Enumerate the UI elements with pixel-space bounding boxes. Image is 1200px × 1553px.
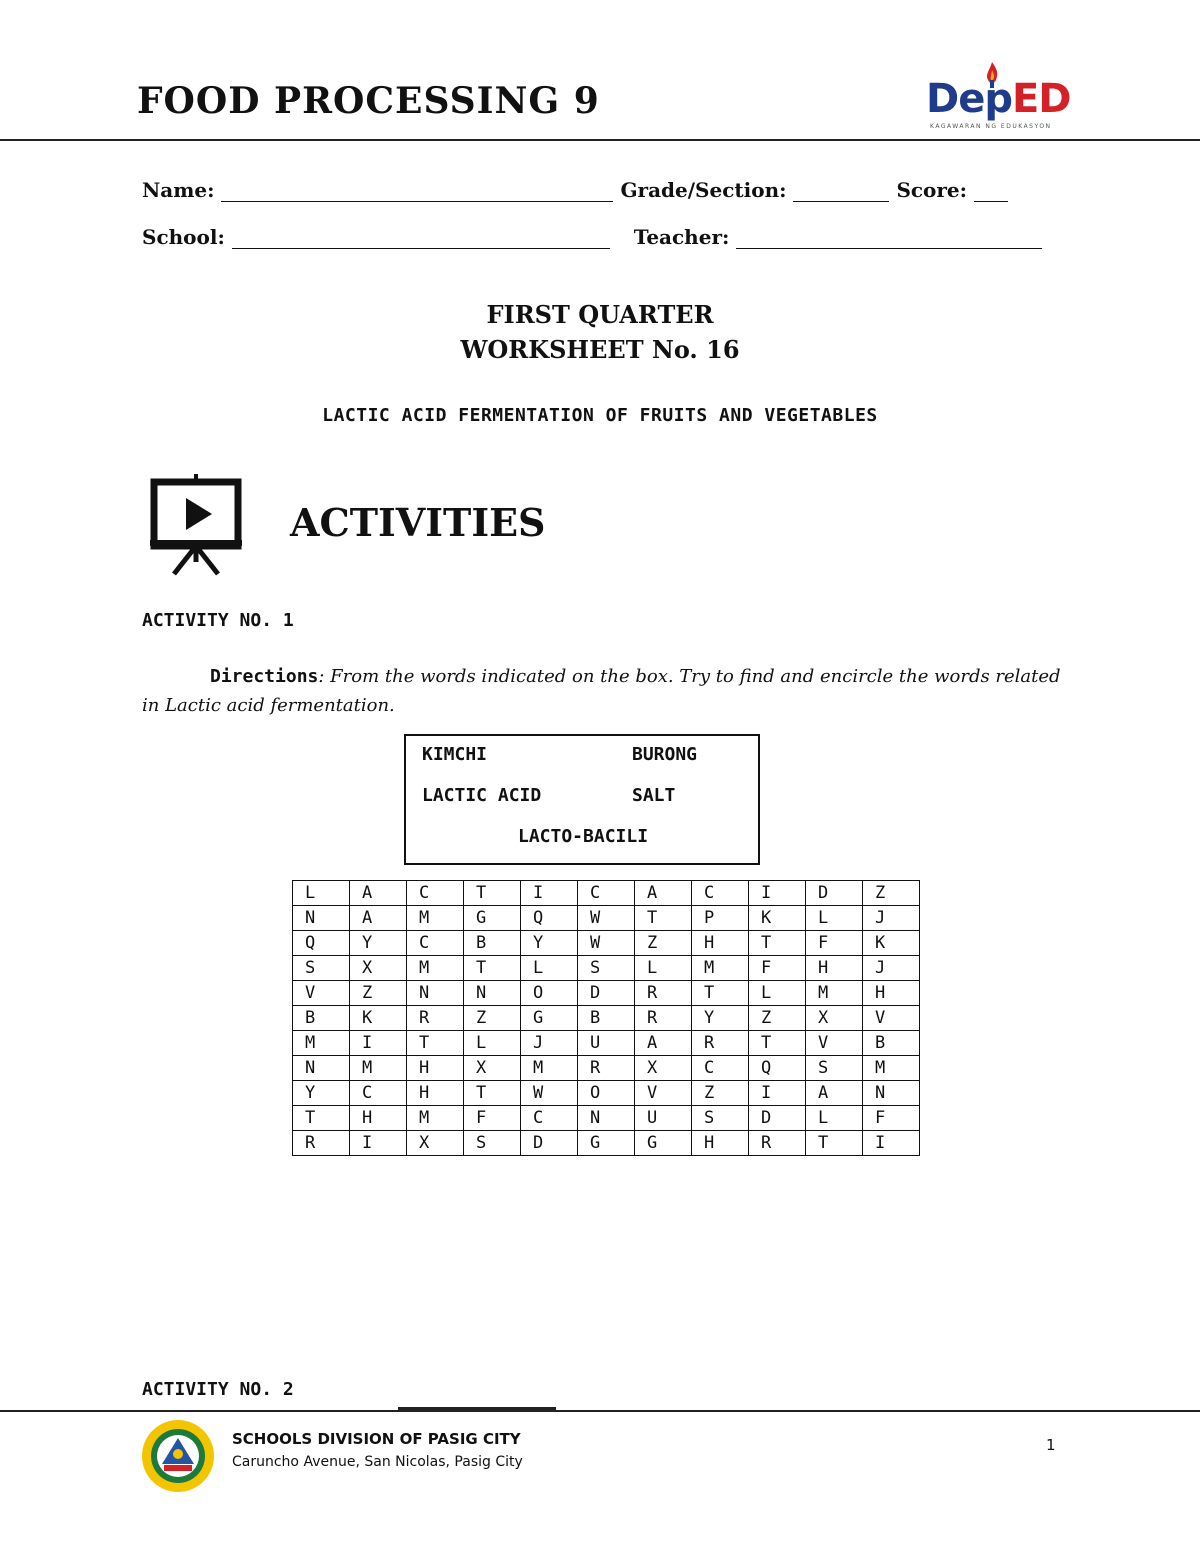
grid-cell[interactable]: D [578,981,635,1006]
footer-address: Caruncho Avenue, San Nicolas, Pasig City [232,1454,523,1470]
grid-cell[interactable]: M [293,1031,350,1056]
word-bank-box [404,734,760,865]
word-bank-item: SALT [632,785,676,806]
activities-title: ACTIVITIES [290,500,546,545]
grid-cell[interactable]: J [863,906,920,931]
grid-cell[interactable]: H [407,1081,464,1106]
grid-cell[interactable]: I [749,881,806,906]
grid-cell[interactable]: F [749,956,806,981]
grid-cell[interactable]: M [692,956,749,981]
grid-cell[interactable]: F [464,1106,521,1131]
grid-cell[interactable]: T [635,906,692,931]
grid-cell[interactable]: D [521,1131,578,1156]
grid-cell[interactable]: V [863,1006,920,1031]
grid-cell[interactable]: V [635,1081,692,1106]
grid-cell[interactable]: K [863,931,920,956]
grid-row [293,956,920,981]
footer-divider-accent [398,1407,556,1410]
grid-cell[interactable]: J [863,956,920,981]
grid-row [293,981,920,1006]
activity-2-label: ACTIVITY NO. 2 [142,1379,294,1400]
grid-cell[interactable]: Z [350,981,407,1006]
grid-cell[interactable]: O [521,981,578,1006]
school-blank[interactable] [232,228,610,249]
grid-cell[interactable]: H [692,1131,749,1156]
grid-cell[interactable]: T [464,956,521,981]
grid-cell[interactable]: P [692,906,749,931]
grid-cell[interactable]: U [635,1106,692,1131]
grid-cell[interactable]: V [806,1031,863,1056]
grid-cell[interactable]: L [635,956,692,981]
grid-cell[interactable]: Y [293,1081,350,1106]
grid-row [293,1056,920,1081]
grid-cell[interactable]: D [749,1106,806,1131]
grid-cell[interactable]: H [692,931,749,956]
grid-cell[interactable]: W [521,1081,578,1106]
directions-text: : From the words indicated on the box. Try to find and encircle the words related in Lactic acid fermentation. [142,666,1061,716]
deped-logo [926,62,1071,134]
grid-cell[interactable]: C [692,1056,749,1081]
grid-row [293,1081,920,1106]
teacher-label: Teacher: [633,225,730,249]
grid-cell[interactable]: C [350,1081,407,1106]
grid-cell[interactable]: M [407,1106,464,1131]
word-search-grid [292,880,920,1156]
grid-cell[interactable]: H [863,981,920,1006]
grid-row [293,881,920,906]
logo-text-ed: ED [1011,76,1071,122]
grid-cell[interactable]: G [578,1131,635,1156]
grid-cell[interactable]: M [521,1056,578,1081]
document-title: FOOD PROCESSING 9 [137,80,600,122]
grid-cell[interactable]: G [635,1131,692,1156]
pasig-division-seal-icon [140,1418,216,1494]
grid-cell[interactable]: I [863,1131,920,1156]
grid-row [293,1006,920,1031]
grid-row [293,1106,920,1131]
grid-cell[interactable]: F [863,1106,920,1131]
grid-cell[interactable]: L [806,906,863,931]
grid-cell[interactable]: Y [350,931,407,956]
score-label: Score: [896,178,968,202]
grid-row [293,906,920,931]
topic-heading: LACTIC ACID FERMENTATION OF FRUITS AND VEGETABLES [322,405,878,426]
grade-section-label: Grade/Section: [620,178,787,202]
grid-cell[interactable]: B [863,1031,920,1056]
grid-cell[interactable]: Q [749,1056,806,1081]
grid-cell[interactable]: N [578,1106,635,1131]
presentation-board-play-icon [150,474,242,578]
grade-section-blank[interactable] [793,181,889,202]
grid-cell[interactable]: R [578,1056,635,1081]
page-number: 1 [1046,1436,1056,1454]
grid-cell[interactable]: I [521,881,578,906]
grid-cell[interactable]: D [806,881,863,906]
grid-cell[interactable]: B [578,1006,635,1031]
grid-cell[interactable]: N [293,906,350,931]
grid-cell[interactable]: T [293,1106,350,1131]
teacher-blank[interactable] [736,228,1042,249]
grid-cell[interactable]: L [806,1106,863,1131]
grid-cell[interactable]: I [749,1081,806,1106]
grid-cell[interactable]: T [806,1131,863,1156]
grid-cell[interactable]: L [521,956,578,981]
grid-cell[interactable]: A [350,906,407,931]
name-field-row [142,178,1008,202]
grid-row [293,1031,920,1056]
grid-cell[interactable]: V [293,981,350,1006]
directions-label: Directions [210,666,319,687]
grid-cell[interactable]: X [464,1056,521,1081]
grid-cell[interactable]: H [350,1106,407,1131]
name-blank[interactable] [221,181,613,202]
grid-cell[interactable]: M [407,956,464,981]
grid-cell[interactable]: Q [521,906,578,931]
grid-cell[interactable]: Y [521,931,578,956]
grid-cell[interactable]: M [350,1056,407,1081]
grid-cell[interactable]: R [635,1006,692,1031]
grid-cell[interactable]: N [863,1081,920,1106]
grid-cell[interactable]: F [806,931,863,956]
logo-text-dep: Dep [926,76,1012,122]
grid-cell[interactable]: B [464,931,521,956]
grid-cell[interactable]: N [464,981,521,1006]
grid-cell[interactable]: Z [749,1006,806,1031]
grid-cell[interactable]: T [464,1081,521,1106]
grid-cell[interactable]: S [806,1056,863,1081]
grid-row [293,931,920,956]
grid-cell[interactable]: Q [293,931,350,956]
grid-cell[interactable]: T [692,981,749,1006]
grid-cell[interactable]: A [350,881,407,906]
grid-cell[interactable]: S [293,956,350,981]
worksheet-heading: WORKSHEET No. 16 [460,335,740,364]
grid-cell[interactable]: T [464,881,521,906]
grid-row [293,1131,920,1156]
grid-cell[interactable]: K [749,906,806,931]
grid-cell[interactable]: H [407,1056,464,1081]
grid-cell[interactable]: M [806,981,863,1006]
grid-cell[interactable]: C [407,881,464,906]
grid-cell[interactable]: G [464,906,521,931]
grid-cell[interactable]: X [350,956,407,981]
grid-cell[interactable]: L [749,981,806,1006]
grid-cell[interactable]: Z [635,931,692,956]
grid-cell[interactable]: O [578,1081,635,1106]
grid-cell[interactable]: T [749,931,806,956]
header-divider [0,139,1200,141]
grid-cell[interactable]: C [407,931,464,956]
grid-cell[interactable]: Y [692,1006,749,1031]
grid-cell[interactable]: C [578,881,635,906]
name-label: Name: [142,178,215,202]
grid-cell[interactable]: C [692,881,749,906]
word-bank-item: BURONG [632,744,698,765]
word-bank-item: LACTO-BACILI [518,826,649,847]
grid-cell[interactable]: G [521,1006,578,1031]
grid-cell[interactable]: K [350,1006,407,1031]
grid-cell[interactable]: U [578,1031,635,1056]
grid-cell[interactable]: X [407,1131,464,1156]
grid-cell[interactable]: R [749,1131,806,1156]
grid-cell[interactable]: T [749,1031,806,1056]
grid-cell[interactable]: M [863,1056,920,1081]
grid-cell[interactable]: Z [692,1081,749,1106]
grid-cell[interactable]: R [635,981,692,1006]
grid-cell[interactable]: R [407,1006,464,1031]
grid-cell[interactable]: C [521,1106,578,1131]
grid-cell[interactable]: W [578,906,635,931]
grid-cell[interactable]: R [293,1131,350,1156]
grid-cell[interactable]: N [293,1056,350,1081]
grid-cell[interactable]: T [407,1031,464,1056]
logo-tagline: KAGAWARAN NG EDUKASYON [930,123,1052,130]
grid-cell[interactable]: X [806,1006,863,1031]
grid-cell[interactable]: I [350,1031,407,1056]
grid-cell[interactable]: J [521,1031,578,1056]
grid-cell[interactable]: L [464,1031,521,1056]
grid-cell[interactable]: A [635,881,692,906]
grid-cell[interactable]: S [578,956,635,981]
grid-cell[interactable]: I [350,1131,407,1156]
grid-cell[interactable]: A [635,1031,692,1056]
grid-cell[interactable]: Z [863,881,920,906]
grid-cell[interactable]: R [692,1031,749,1056]
grid-cell[interactable]: A [806,1081,863,1106]
grid-cell[interactable]: W [578,931,635,956]
school-field-row [142,225,1042,249]
activity-1-label: ACTIVITY NO. 1 [142,610,294,631]
grid-cell[interactable]: L [293,881,350,906]
word-bank-item: KIMCHI [422,744,488,765]
grid-cell[interactable]: S [692,1106,749,1131]
score-blank[interactable] [974,181,1008,202]
footer-division-name: SCHOOLS DIVISION OF PASIG CITY [232,1430,521,1448]
quarter-heading: FIRST QUARTER [486,300,714,329]
grid-cell[interactable]: N [407,981,464,1006]
school-label: School: [142,225,225,249]
grid-cell[interactable]: S [464,1131,521,1156]
grid-cell[interactable]: M [407,906,464,931]
grid-cell[interactable]: B [293,1006,350,1031]
grid-cell[interactable]: H [806,956,863,981]
word-bank-item: LACTIC ACID [422,785,542,806]
footer-divider [0,1410,1200,1412]
grid-cell[interactable]: X [635,1056,692,1081]
grid-cell[interactable]: Z [464,1006,521,1031]
activity-1-directions [142,662,1072,720]
